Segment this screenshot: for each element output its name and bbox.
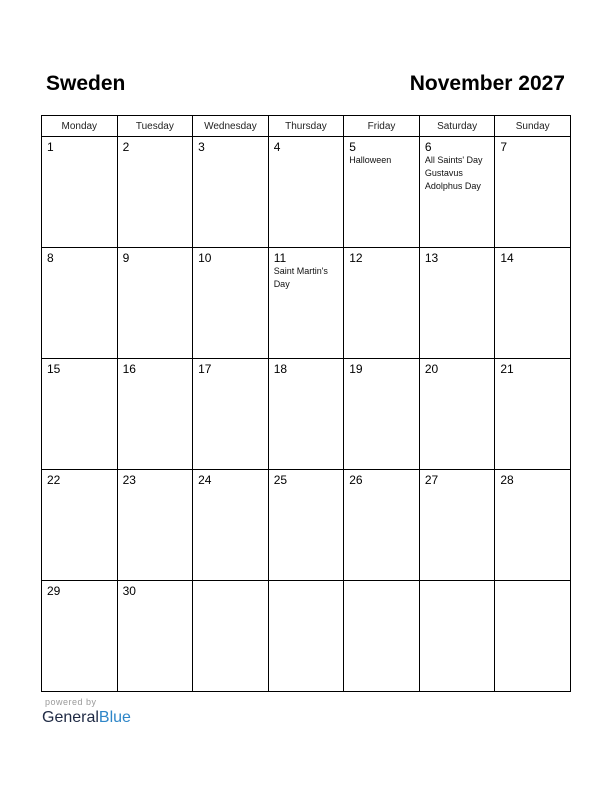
day-cell bbox=[344, 470, 420, 581]
day-cell bbox=[419, 359, 495, 470]
day-number: 14 bbox=[500, 251, 514, 265]
holiday-label: Saint Martin's Day bbox=[273, 266, 328, 289]
day-cell bbox=[193, 248, 269, 359]
day-cell bbox=[419, 248, 495, 359]
weekday-header: Friday bbox=[344, 116, 420, 137]
day-cell bbox=[117, 248, 193, 359]
day-cell bbox=[117, 359, 193, 470]
day-number: 20 bbox=[424, 362, 439, 376]
day-cell bbox=[117, 137, 193, 248]
day-cell bbox=[419, 137, 495, 248]
day-number: 1 bbox=[47, 140, 54, 154]
weekday-header: Saturday bbox=[419, 116, 495, 137]
holiday-label: Halloween bbox=[349, 155, 392, 165]
month-year-title: November 2027 bbox=[409, 72, 565, 95]
day-cell bbox=[268, 248, 344, 359]
day-cell bbox=[495, 359, 571, 470]
day-cell bbox=[193, 137, 269, 248]
powered-by-text: powered by bbox=[45, 697, 97, 707]
day-number: 10 bbox=[198, 251, 212, 265]
day-cell bbox=[117, 581, 193, 692]
day-number: 26 bbox=[349, 473, 363, 487]
day-number: 23 bbox=[122, 473, 136, 487]
logo-text-blue: Blue bbox=[98, 709, 131, 726]
day-number: 21 bbox=[500, 362, 514, 376]
day-number: 13 bbox=[424, 251, 439, 265]
week-row bbox=[42, 359, 571, 470]
week-row bbox=[42, 470, 571, 581]
day-cell bbox=[268, 581, 344, 692]
weekday-header: Sunday bbox=[495, 116, 571, 137]
day-number bbox=[344, 581, 419, 584]
day-cell bbox=[495, 137, 571, 248]
country-title: Sweden bbox=[46, 72, 126, 95]
day-number: 18 bbox=[273, 362, 288, 376]
weekday-header: Thursday bbox=[268, 116, 344, 137]
day-number: 11 bbox=[273, 251, 287, 265]
day-number: 28 bbox=[500, 473, 514, 487]
day-number: 19 bbox=[349, 362, 363, 376]
day-number: 22 bbox=[47, 473, 61, 487]
week-row bbox=[42, 248, 571, 359]
weekday-header-row bbox=[42, 116, 571, 137]
day-number: 25 bbox=[273, 473, 288, 487]
day-number: 24 bbox=[198, 473, 212, 487]
week-row bbox=[42, 137, 571, 248]
day-cell bbox=[344, 359, 420, 470]
calendar-grid bbox=[41, 115, 571, 692]
week-row bbox=[42, 581, 571, 692]
day-cell bbox=[193, 359, 269, 470]
day-number: 7 bbox=[500, 140, 508, 154]
weekday-header: Tuesday bbox=[117, 116, 193, 137]
weekday-header: Monday bbox=[42, 116, 118, 137]
day-number: 17 bbox=[198, 362, 212, 376]
day-number: 3 bbox=[198, 140, 205, 154]
day-number: 8 bbox=[47, 251, 54, 265]
day-number: 12 bbox=[349, 251, 363, 265]
day-cell bbox=[495, 470, 571, 581]
day-number bbox=[495, 581, 570, 584]
day-cell bbox=[344, 581, 420, 692]
day-cell bbox=[344, 137, 420, 248]
day-cell bbox=[42, 359, 118, 470]
day-cell bbox=[42, 470, 118, 581]
day-cell bbox=[193, 470, 269, 581]
day-cell bbox=[419, 581, 495, 692]
generalblue-logo[interactable] bbox=[42, 708, 131, 728]
day-number bbox=[193, 581, 268, 584]
day-number: 27 bbox=[424, 473, 439, 487]
day-number: 16 bbox=[122, 362, 136, 376]
holiday-label: All Saints' Day Gustavus Adolphus Day bbox=[424, 155, 483, 191]
day-cell bbox=[42, 581, 118, 692]
day-cell bbox=[344, 248, 420, 359]
day-number: 6 bbox=[424, 140, 432, 154]
day-cell bbox=[117, 470, 193, 581]
day-cell bbox=[268, 359, 344, 470]
day-number: 5 bbox=[349, 140, 356, 154]
day-number bbox=[420, 581, 495, 584]
day-cell bbox=[193, 581, 269, 692]
day-number: 9 bbox=[122, 251, 130, 265]
day-cell bbox=[42, 137, 118, 248]
day-cell bbox=[42, 248, 118, 359]
day-cell bbox=[419, 470, 495, 581]
day-cell bbox=[495, 248, 571, 359]
day-cell bbox=[495, 581, 571, 692]
day-number: 30 bbox=[122, 584, 136, 598]
day-cell bbox=[268, 470, 344, 581]
day-number bbox=[269, 581, 344, 584]
weekday-header: Wednesday bbox=[193, 116, 269, 137]
day-cell bbox=[268, 137, 344, 248]
day-number: 29 bbox=[47, 584, 61, 598]
day-number: 15 bbox=[47, 362, 61, 376]
day-number: 4 bbox=[273, 140, 281, 154]
day-number: 2 bbox=[122, 140, 130, 154]
logo-text-general: General bbox=[42, 709, 99, 726]
